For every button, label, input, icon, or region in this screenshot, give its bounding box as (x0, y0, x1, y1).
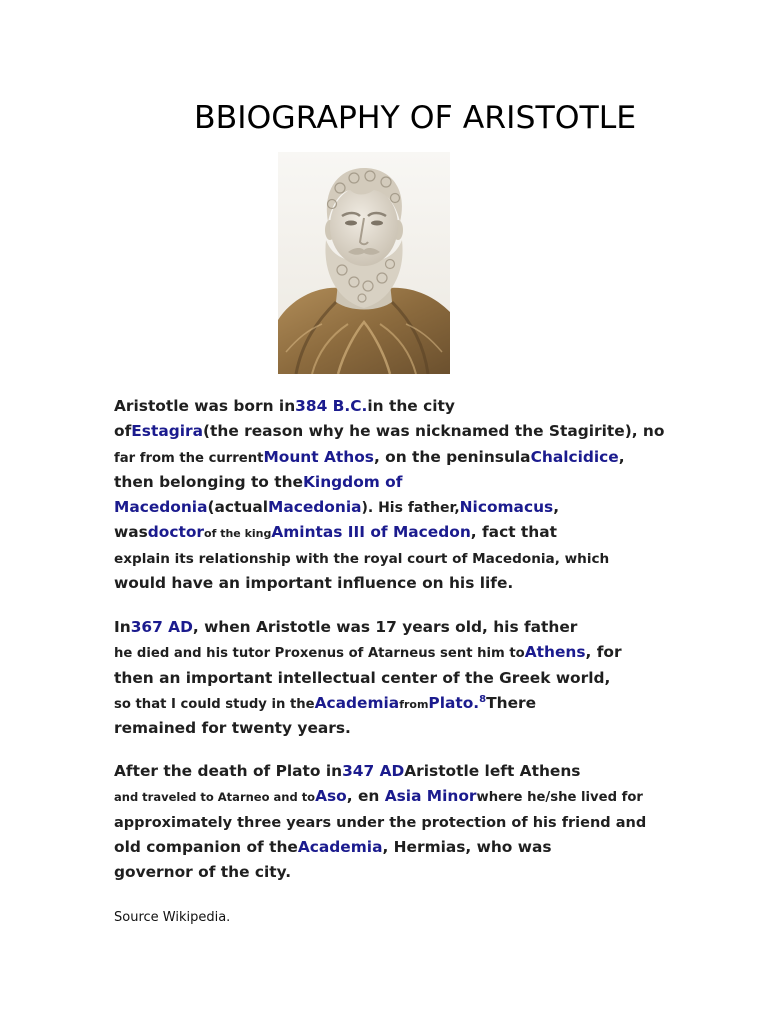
text-segment: , (618, 447, 625, 466)
text-segment: in the city (367, 397, 455, 415)
text-segment: Aristotle left Athens (404, 762, 581, 780)
paragraph-line (114, 834, 646, 859)
paragraph-line (114, 715, 622, 740)
bust-picture (278, 152, 450, 374)
paragraph-line (114, 444, 664, 469)
paragraph-line (114, 614, 622, 639)
text-segment: , fact that (470, 523, 557, 542)
link-367-ad[interactable]: 367 AD (130, 618, 193, 636)
link-plato[interactable]: Plato. (428, 693, 480, 712)
text-segment: from (399, 697, 429, 711)
text-segment: ). His father, (361, 500, 460, 517)
link-asia-minor[interactable]: Asia Minor (384, 787, 477, 806)
link-amintas-iii[interactable]: Amintas III of Macedon (271, 523, 471, 542)
paragraph-2 (114, 614, 622, 740)
text-segment: he died and his tutor Proxenus of Atarneus sent him to (114, 646, 525, 662)
text-segment: , en (346, 787, 385, 806)
text-segment: would have an important influence on his life. (114, 574, 514, 593)
paragraph-line (114, 783, 646, 808)
footnote-reference[interactable]: 8 (479, 693, 487, 705)
paragraph-line (114, 393, 664, 418)
link-aso[interactable]: Aso (315, 787, 347, 806)
text-segment: of (114, 422, 132, 441)
text-segment: (the reason why he was nicknamed the Stagirite), no (202, 422, 665, 441)
text-segment: In (114, 618, 131, 636)
bust-face (330, 186, 398, 266)
text-segment: so that I could study in the (114, 696, 315, 712)
page-title: BBIOGRAPHY OF ARISTOTLE (194, 100, 637, 136)
text-segment: There (486, 693, 537, 712)
text-segment: (actual (207, 498, 269, 517)
text-segment: , Hermias, who was (382, 837, 552, 856)
paragraph-line (114, 545, 664, 570)
link-chalcidice[interactable]: Chalcidice (530, 447, 619, 466)
link-academia[interactable]: Academia (314, 693, 400, 712)
paragraph-1 (114, 393, 664, 595)
paragraph-line (114, 758, 646, 783)
text-segment: , (553, 498, 560, 517)
link-nicomacus[interactable]: Nicomacus (459, 498, 554, 517)
link-academia[interactable]: Academia (297, 837, 383, 856)
text-segment: , on the peninsula (373, 447, 531, 466)
link-macedonia[interactable]: Macedonia (268, 498, 362, 517)
text-segment: was (114, 523, 148, 542)
text-segment: then an important intellectual center of the Greek world, (114, 668, 611, 687)
text-segment: far from the current (114, 450, 264, 466)
link-doctor[interactable]: doctor (147, 523, 205, 542)
text-segment: then belonging to the (114, 472, 303, 491)
aristotle-bust-image (278, 152, 450, 374)
link-estagira[interactable]: Estagira (131, 422, 203, 441)
text-segment: explain its relationship with the royal court of Macedonia, which (114, 550, 610, 567)
paragraph-line (114, 809, 646, 834)
text-segment: where he/she lived for (476, 790, 643, 806)
paragraph-line (114, 469, 664, 494)
paragraph-3 (114, 758, 646, 884)
paragraph-line (114, 859, 646, 884)
paragraph-line (114, 665, 622, 690)
paragraph-line (114, 690, 622, 715)
paragraph-line (114, 570, 664, 595)
text-segment: , for (585, 643, 622, 662)
text-segment: , when Aristotle was 17 years old, his father (192, 618, 578, 636)
text-segment: remained for twenty years. (114, 719, 351, 738)
paragraph-line (114, 519, 664, 544)
link-kingdom-of-macedonia[interactable]: Kingdom of (303, 472, 403, 491)
text-segment: Aristotle was born in (114, 397, 296, 415)
paragraph-line (114, 494, 664, 519)
paragraph-line (114, 639, 622, 664)
link-384-bc[interactable]: 384 B.C. (295, 397, 368, 415)
link-347-ad[interactable]: 347 AD (342, 762, 405, 780)
text-segment: old companion of the (114, 837, 298, 856)
source-note: Source Wikipedia. (114, 910, 231, 925)
text-segment: After the death of Plato in (114, 762, 343, 780)
text-segment: and traveled to Atarneo and to (114, 790, 316, 805)
text-segment: governor of the city. (114, 863, 292, 882)
link-kingdom-of-macedonia[interactable]: Macedonia (114, 498, 208, 517)
text-segment: of the king (204, 527, 272, 541)
link-mount-athos[interactable]: Mount Athos (263, 447, 374, 466)
text-segment: approximately three years under the protection of his friend and (114, 814, 647, 831)
paragraph-line (114, 418, 664, 443)
link-athens[interactable]: Athens (524, 643, 586, 662)
